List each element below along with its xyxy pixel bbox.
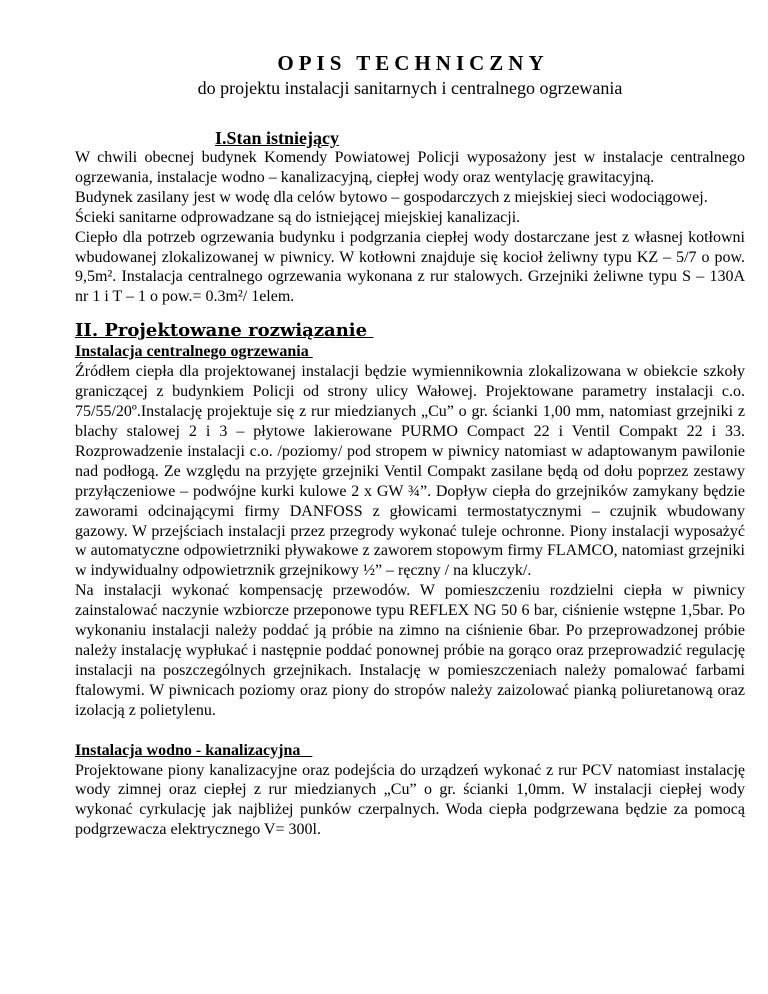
water-sewage-installation-heading: Instalacja wodno - kanalizacyjna bbox=[75, 741, 313, 759]
section-1-paragraph: Ścieki sanitarne odprowadzane są do istniejącej miejskiej kanalizacji. bbox=[75, 208, 521, 226]
section-2-heading: II. Projektowane rozwiązanie bbox=[75, 320, 374, 342]
document-subtitle: do projektu instalacji sanitarnych i centralnego ogrzewania bbox=[197, 78, 623, 98]
document-page bbox=[75, 50, 745, 840]
heating-paragraph: Źródłem ciepła dla projektowanej instalacji będzie wymiennikownia zlokalizowana w obiekcie szkoły graniczącej z budynkiem Policji od strony ulicy Wałowej. Projektowane parametry instalacji c.o. 75/55/20º.Instalację projektuje się z rur miedzianych „Cu” o gr. ścianki 1,00 mm, natomiast grzejniki z blachy stalowej 2 i 3 – płytowe lakierowane PURMO Compact 22 i Ventil Compakt 22 i 33. Rozprowadzenie instalacji c.o. /poziomy/ pod stropem w piwnicy natomiast w adaptowanym pawilonie nad podłogą. Ze względu na przyjęte grzejniki Ventil Compakt zasilane będą od dołu poprzez zestawy przyłączeniowe – podwójne kurki kulowe 2 x GW ¾”. Dopływ ciepła do grzejników zamykany będzie zaworami odcinającymi firmy DANFOSS z głowicami termostatycznymi – czujnik wbudowany gazowy. W przejściach instalacji przez przegrody wykonać tuleje ochronne. Piony instalacji wyposażyć w automatyczne odpowietrzniki pływakowe z zaworem stopowym firmy FLAMCO, natomiast grzejniki w indywidualny odpowietrznik grzejnikowy ½” – ręczny / na kluczyk/. bbox=[75, 363, 745, 580]
section-1-paragraph: W chwili obecnej budynek Komendy Powiatowej Policji wyposażony jest w instalacje centralnego ogrzewania, instalacje wodno – kanalizacyjną, ciepłej wody oraz wentylację grawitacyjną. bbox=[75, 149, 745, 186]
document-title: OPIS TECHNICZNY bbox=[277, 51, 549, 75]
section-1-heading: I.Stan istniejący bbox=[215, 128, 340, 148]
heating-installation-heading: Instalacja centralnego ogrzewania bbox=[75, 343, 313, 361]
spacer bbox=[75, 721, 745, 741]
section-1-paragraph: Ciepło dla potrzeb ogrzewania budynku i podgrzania ciepłej wody dostarczane jest z własnej kotłowni wbudowanej zlokalizowanej w piwnicy. W kotłowni znajduje się kocioł żeliwny typu KZ – 5/7 o pow. 9,5m². Instalacja centralnego ogrzewania wykonana z rur stalowych. Grzejniki żeliwne typu S – 130A nr 1 i T – 1 o pow.= 0.3m²/ 1elem. bbox=[75, 228, 745, 306]
water-sewage-paragraph: Projektowane piony kanalizacyjne oraz podejścia do urządzeń wykonać z rur PCV natomiast instalację wody zimnej oraz ciepłej z rur miedzianych „Cu” o gr. ścianki 1,0mm. W instalacji ciepłej wody wykonać cyrkulację jak najbliżej punków czerpalnych. Woda ciepła podgrzewana będzie za pomocą podgrzewacza elektrycznego V= 300l. bbox=[75, 761, 745, 839]
heating-paragraph: Na instalacji wykonać kompensację przewodów. W pomieszczeniu rozdzielni ciepła w piwnicy zainstalować naczynie wzbiorcze przeponowe typu REFLEX NG 50 6 bar, ciśnienie wstępne 1,5bar. Po wykonaniu instalacji należy poddać ją próbie na zimno na ciśnienie 6bar. Po przeprowadzonej próbie należy instalację wypłukać i następnie poddać ponownej próbie na gorąco oraz przeprowadzić regulację instalacji na poszczególnych grzejnikach. Instalację w pomieszczeniach należy pomalować farbami ftalowymi. W piwnicach poziomy oraz piony do stropów należy zaizolować pianką poliuretanową oraz izolacją z polietylenu. bbox=[75, 582, 745, 719]
section-1-paragraph: Budynek zasilany jest w wodę dla celów bytowo – gospodarczych z miejskiej sieci wodociągowej. bbox=[75, 188, 708, 206]
